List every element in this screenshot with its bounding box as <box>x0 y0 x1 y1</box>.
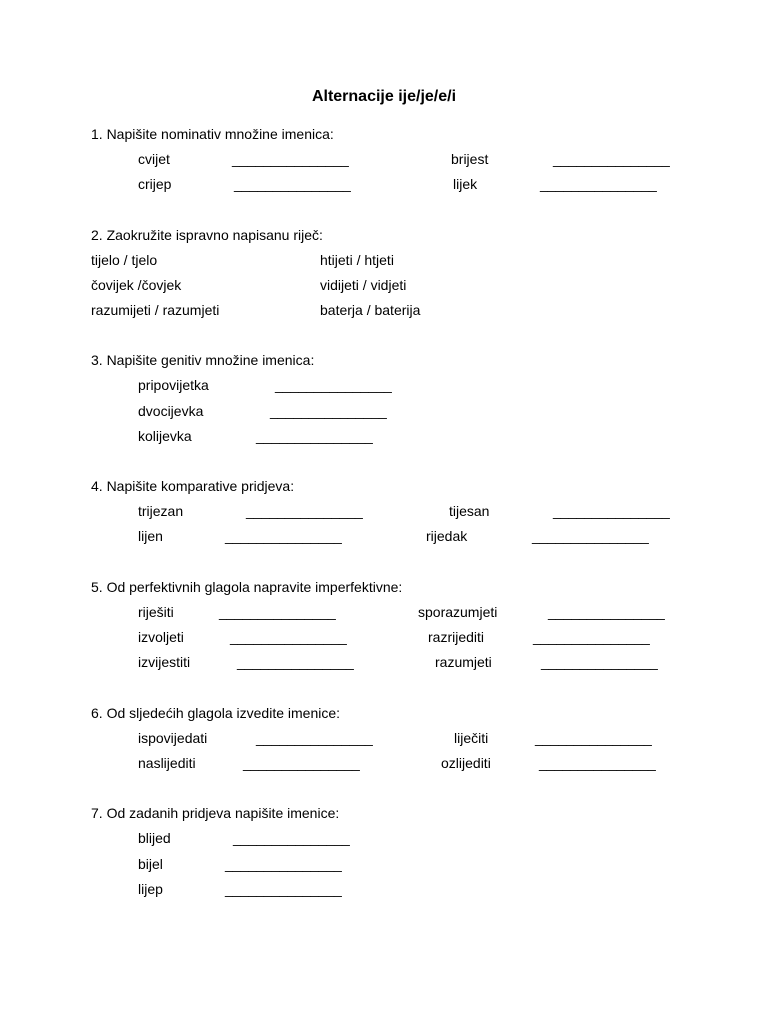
answer-blank: _______________ <box>234 176 351 192</box>
section-2-option-tijelo: tijelo / tjelo <box>91 252 158 268</box>
section-3-heading: 3. Napišite genitiv množine imenica: <box>91 352 315 368</box>
answer-blank: _______________ <box>275 377 392 393</box>
answer-blank: _______________ <box>256 730 373 746</box>
section-6-item-naslijediti: naslijediti <box>138 755 196 771</box>
section-4-item-rijedak: rijedak <box>426 528 468 544</box>
answer-blank: _______________ <box>532 528 649 544</box>
section-1-item-lijek: lijek <box>453 176 478 192</box>
section-2-option-razumijeti: razumijeti / razumjeti <box>91 302 220 318</box>
section-5-item-razumjeti: razumjeti <box>435 654 492 670</box>
section-6-item-ispovijedati: ispovijedati <box>138 730 208 746</box>
answer-blank: _______________ <box>535 730 652 746</box>
section-3-item-dvocijevka: dvocijevka <box>138 403 204 419</box>
section-5-item-rijesiti: riješiti <box>138 604 174 620</box>
answer-blank: _______________ <box>548 604 665 620</box>
answer-blank: _______________ <box>232 151 349 167</box>
answer-blank: _______________ <box>225 856 342 872</box>
section-1-item-crijep: crijep <box>138 176 172 192</box>
section-2-option-htijeti: htijeti / htjeti <box>320 252 394 268</box>
section-6-item-lijeciti: liječiti <box>454 730 489 746</box>
section-3-item-kolijevka: kolijevka <box>138 428 192 444</box>
section-5-heading: 5. Od perfektivnih glagola napravite imperfektivne: <box>91 579 403 595</box>
section-4-item-trijezan: trijezan <box>138 503 184 519</box>
section-2-option-baterja: baterja / baterija <box>320 302 421 318</box>
answer-blank: _______________ <box>219 604 336 620</box>
answer-blank: _______________ <box>541 654 658 670</box>
answer-blank: _______________ <box>225 528 342 544</box>
section-2-option-covijek: čovijek /čovjek <box>91 277 182 293</box>
answer-blank: _______________ <box>533 629 650 645</box>
section-1-heading: 1. Napišite nominativ množine imenica: <box>91 126 334 142</box>
answer-blank: _______________ <box>237 654 354 670</box>
section-1-item-brijest: brijest <box>451 151 489 167</box>
section-5-item-sporazumjeti: sporazumjeti <box>418 604 498 620</box>
section-7-item-lijep: lijep <box>138 881 163 897</box>
answer-blank: _______________ <box>540 176 657 192</box>
section-7-heading: 7. Od zadanih pridjeva napišite imenice: <box>91 805 340 821</box>
answer-blank: _______________ <box>553 151 670 167</box>
answer-blank: _______________ <box>233 830 350 846</box>
answer-blank: _______________ <box>539 755 656 771</box>
answer-blank: _______________ <box>270 403 387 419</box>
section-7-item-blijed: blijed <box>138 830 171 846</box>
section-6-heading: 6. Od sljedećih glagola izvedite imenice: <box>91 705 341 721</box>
section-2-heading: 2. Zaokružite ispravno napisanu riječ: <box>91 227 323 243</box>
answer-blank: _______________ <box>225 881 342 897</box>
answer-blank: _______________ <box>230 629 347 645</box>
section-5-item-razrijediti: razrijediti <box>428 629 485 645</box>
section-2-option-vidijeti: vidijeti / vidjeti <box>320 277 407 293</box>
section-3-item-pripovijetka: pripovijetka <box>138 377 209 393</box>
answer-blank: _______________ <box>243 755 360 771</box>
section-4-item-lijen: lijen <box>138 528 163 544</box>
section-4-heading: 4. Napišite komparative pridjeva: <box>91 478 295 494</box>
answer-blank: _______________ <box>256 428 373 444</box>
answer-blank: _______________ <box>553 503 670 519</box>
answer-blank: _______________ <box>246 503 363 519</box>
section-5-item-izvijestiti: izvijestiti <box>138 654 191 670</box>
section-4-item-tijesan: tijesan <box>449 503 490 519</box>
page-title: Alternacije ije/je/e/i <box>311 88 457 105</box>
section-1-item-cvijet: cvijet <box>138 151 170 167</box>
section-5-item-izvoljeti: izvoljeti <box>138 629 184 645</box>
section-7-item-bijel: bijel <box>138 856 163 872</box>
section-6-item-ozlijediti: ozlijediti <box>441 755 491 771</box>
